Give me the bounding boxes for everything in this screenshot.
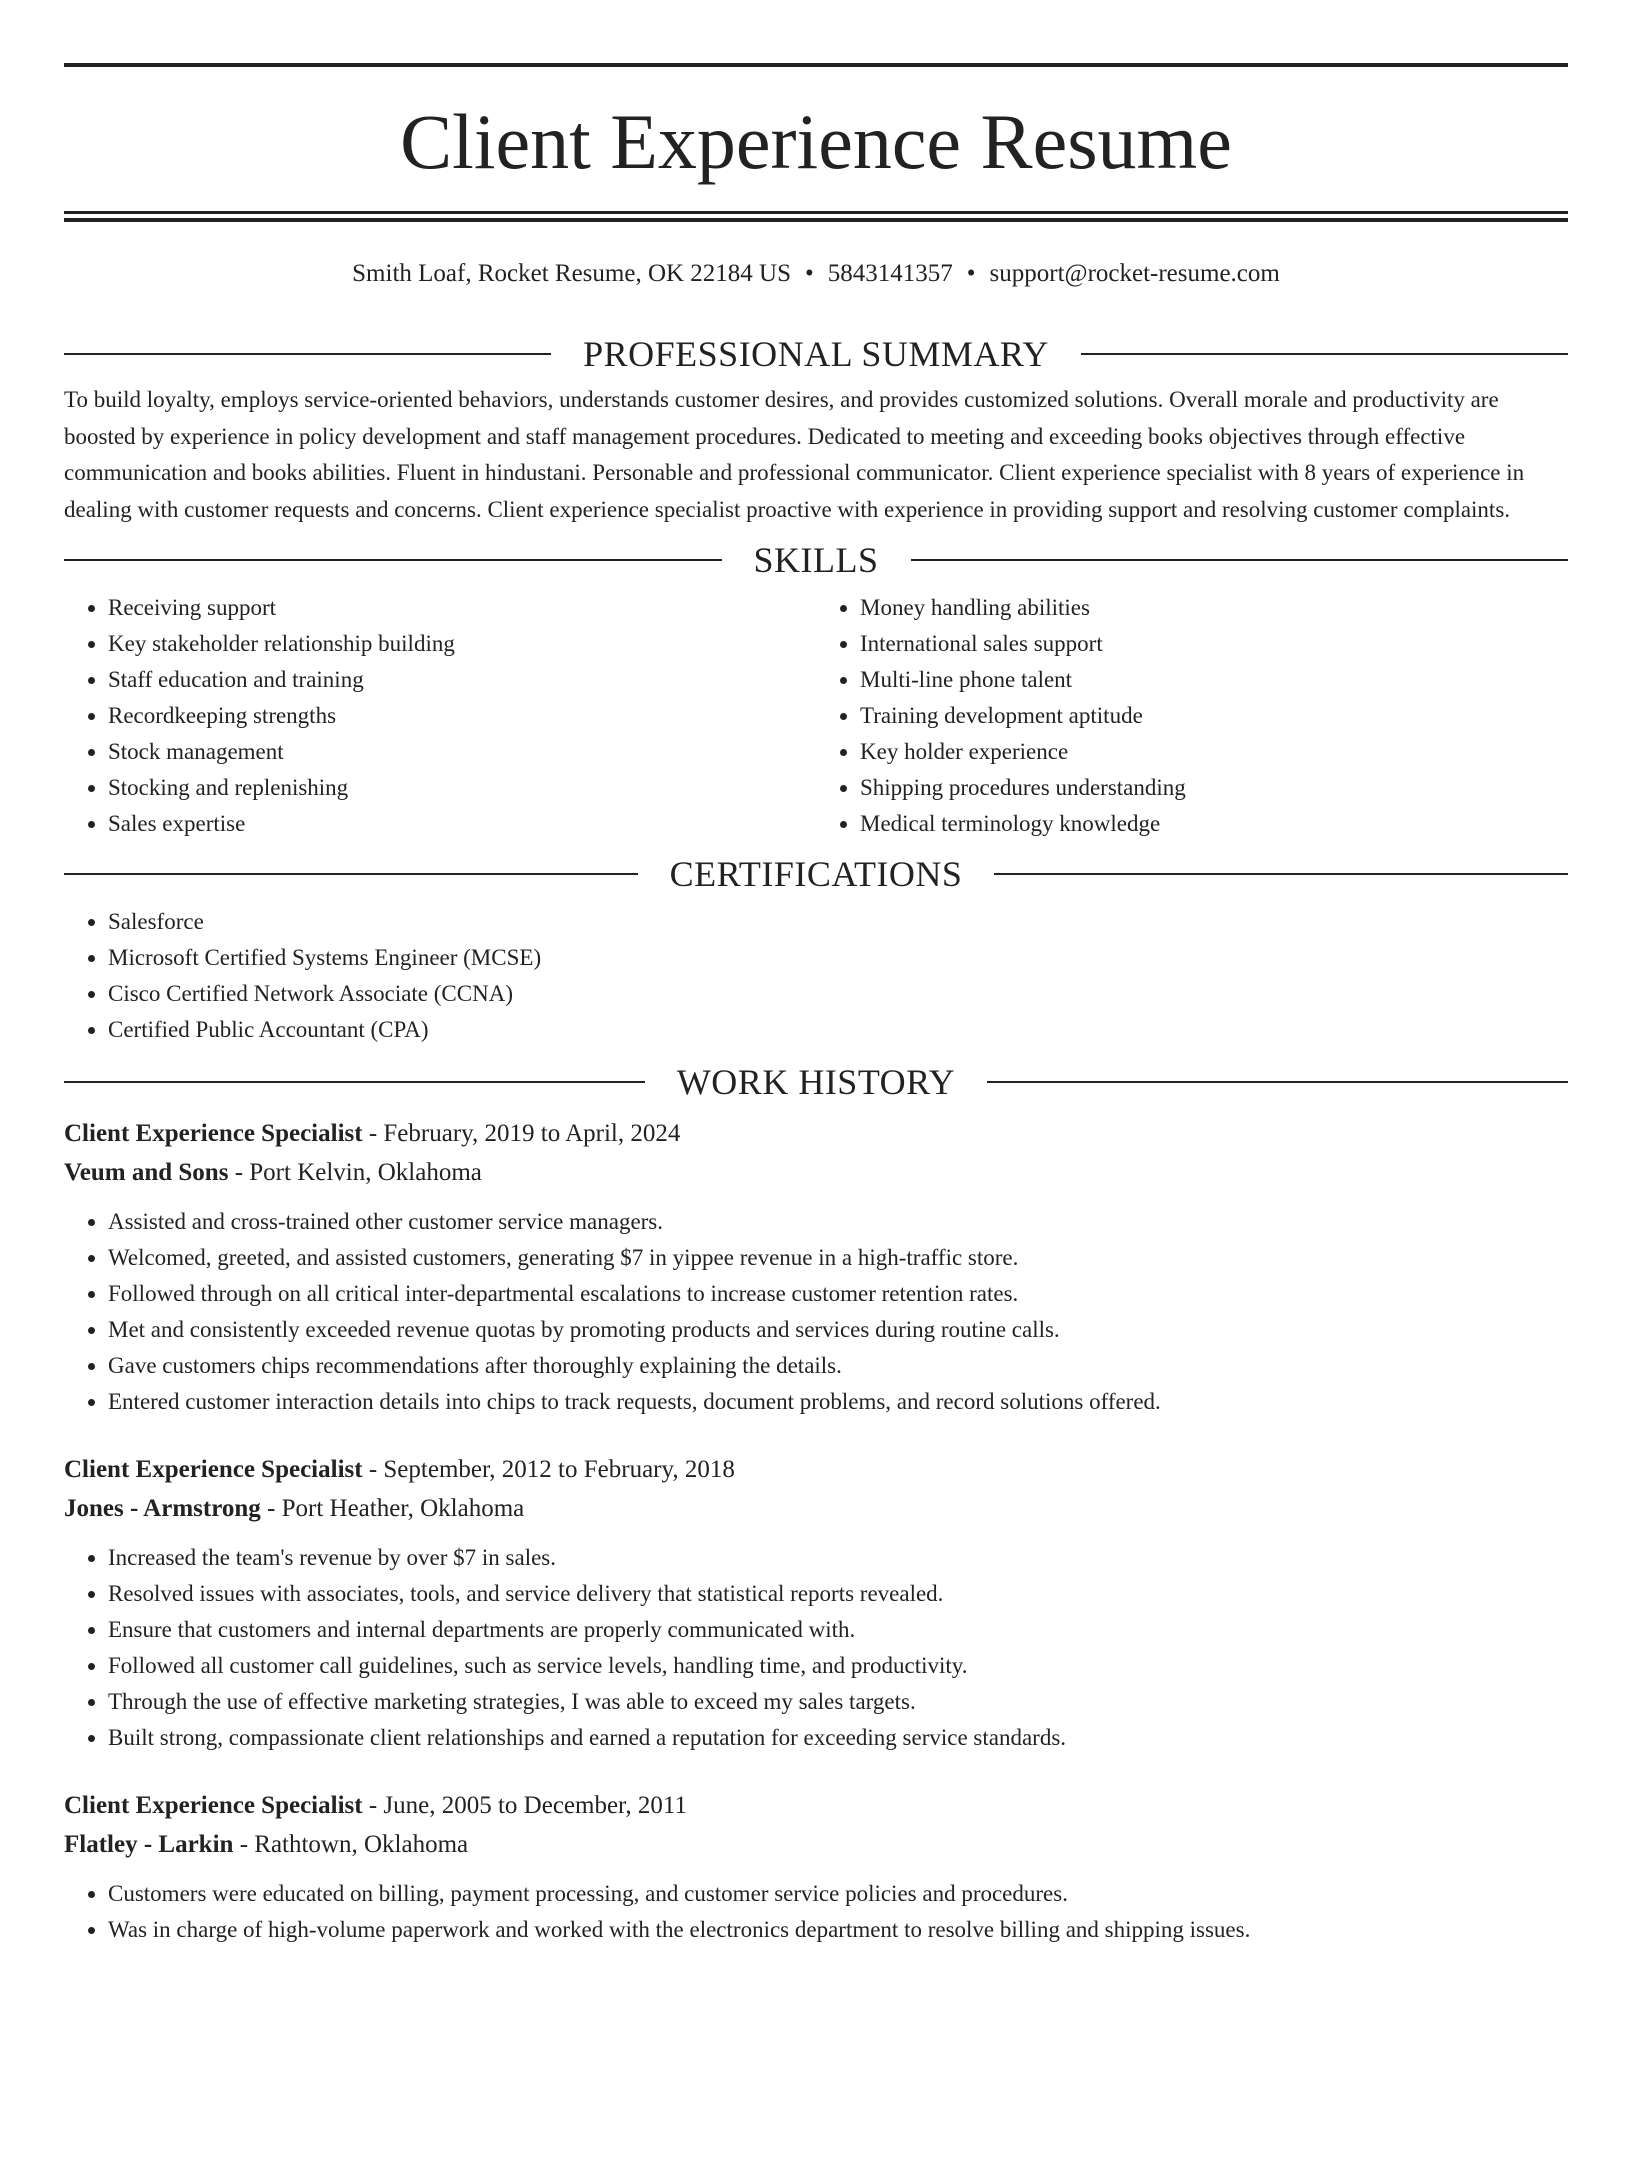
- certification-item: • Cisco Certified Network Associate (CCNA): [108, 976, 1568, 1012]
- contact-address: Smith Loaf, Rocket Resume, OK 22184 US: [352, 260, 792, 287]
- certification-item: • Microsoft Certified Systems Engineer (MCSE): [108, 940, 1568, 976]
- skills-list-right: [816, 590, 1568, 842]
- skills-grid: [64, 590, 1568, 842]
- work-history-heading: WORK HISTORY: [676, 1062, 956, 1102]
- work-history-section-header: [64, 1062, 1568, 1102]
- contact-separator: •: [805, 260, 814, 287]
- skill-item: • Receiving support: [108, 590, 816, 626]
- job-bullet: • Followed through on all critical inter-departmental escalations to increase customer retention rates.: [108, 1276, 1568, 1312]
- job-bullet: • Entered customer interaction details into chips to track requests, document problems, and record solutions offered.: [108, 1384, 1568, 1420]
- skill-item: • Medical terminology knowledge: [860, 806, 1568, 842]
- certifications-section-header: [64, 854, 1568, 894]
- job-bullet: • Ensure that customers and internal departments are properly communicated with.: [108, 1612, 1568, 1648]
- job-title-line: [64, 1450, 1568, 1489]
- job-entry: [64, 1114, 1568, 1420]
- skill-item: • Sales expertise: [108, 806, 816, 842]
- skill-item: • Stock management: [108, 734, 816, 770]
- job-bullet: • Followed all customer call guidelines, such as service levels, handling time, and productivity.: [108, 1648, 1568, 1684]
- top-rule: [64, 63, 1568, 67]
- summary-heading: PROFESSIONAL SUMMARY: [583, 334, 1049, 374]
- summary-text: To build loyalty, employs service-oriented behaviors, understands customer desires, and provides customized solutions. Overall morale and productivity are boosted by experience in policy development and staff management procedures. Dedicated to meeting and exceeding books objectives through effective communication and books abilities. Fluent in hindustani. Personable and professional communicator. Client experience specialist with 8 years of experience in dealing with customer requests and concerns. Client experience specialist proactive with experience in providing support and resolving customer complaints.: [64, 387, 1525, 522]
- skill-item: • Multi-line phone talent: [860, 662, 1568, 698]
- job-bullet: • Gave customers chips recommendations after thoroughly explaining the details.: [108, 1348, 1568, 1384]
- job-bullet: • Assisted and cross-trained other customer service managers.: [108, 1204, 1568, 1240]
- skill-item: • Recordkeeping strengths: [108, 698, 816, 734]
- skill-item: • Stocking and replenishing: [108, 770, 816, 806]
- skill-item: • Staff education and training: [108, 662, 816, 698]
- job-title-line: [64, 1786, 1568, 1825]
- skill-item: • Money handling abilities: [860, 590, 1568, 626]
- job-title: Client Experience Specialist: [64, 1120, 363, 1147]
- certifications-list: [64, 904, 1568, 1048]
- skill-item: • Key stakeholder relationship building: [108, 626, 816, 662]
- title-double-rule: [64, 211, 1568, 222]
- skill-item: • International sales support: [860, 626, 1568, 662]
- header-rule-left: [64, 353, 551, 355]
- job-title: Client Experience Specialist: [64, 1792, 363, 1819]
- header-rule-right: [987, 1081, 1568, 1083]
- contact-email[interactable]: support@rocket-resume.com: [989, 260, 1280, 287]
- job-company: Jones - Armstrong: [64, 1495, 261, 1522]
- job-bullet: • Was in charge of high-volume paperwork and worked with the electronics department to resolve billing and shipping issues.: [108, 1912, 1568, 1948]
- resume-title: Client Experience Resume: [400, 98, 1232, 185]
- job-company-line: [64, 1489, 1568, 1528]
- job-company: Flatley - Larkin: [64, 1831, 234, 1858]
- header-rule-right: [1081, 353, 1568, 355]
- skills-heading: SKILLS: [753, 540, 879, 580]
- job-company-line: [64, 1825, 1568, 1864]
- job-bullet: • Through the use of effective marketing strategies, I was able to exceed my sales targets.: [108, 1684, 1568, 1720]
- contact-separator: •: [966, 260, 976, 287]
- job-entry: [64, 1786, 1568, 1948]
- skill-item: • Training development aptitude: [860, 698, 1568, 734]
- job-dates: - September, 2012 to February, 2018: [362, 1456, 735, 1483]
- job-location: - Port Heather, Oklahoma: [260, 1495, 525, 1522]
- job-bullet: • Resolved issues with associates, tools, and service delivery that statistical reports revealed.: [108, 1576, 1568, 1612]
- job-bullets: [64, 1204, 1568, 1420]
- header-rule-left: [64, 1081, 645, 1083]
- contact-line: [64, 258, 1568, 290]
- job-bullet: • Built strong, compassionate client relationships and earned a reputation for exceeding service standards.: [108, 1720, 1568, 1756]
- certification-item: • Salesforce: [108, 904, 1568, 940]
- skills-section-header: [64, 540, 1568, 580]
- job-title-line: [64, 1114, 1568, 1153]
- job-bullet: • Welcomed, greeted, and assisted customers, generating $7 in yippee revenue in a high-traffic store.: [108, 1240, 1568, 1276]
- contact-phone[interactable]: 5843141357: [827, 260, 953, 287]
- job-dates: - June, 2005 to December, 2011: [362, 1792, 687, 1819]
- resume-page: [0, 63, 1632, 2175]
- certifications-heading: CERTIFICATIONS: [669, 854, 963, 894]
- job-bullets: [64, 1876, 1568, 1948]
- job-dates: - February, 2019 to April, 2024: [362, 1120, 681, 1147]
- skills-list-left: [64, 590, 816, 842]
- job-bullet: • Increased the team's revenue by over $7 in sales.: [108, 1540, 1568, 1576]
- summary-section-header: [64, 334, 1568, 374]
- header-rule-left: [64, 873, 638, 875]
- job-bullet: • Customers were educated on billing, payment processing, and customer service policies and procedures.: [108, 1876, 1568, 1912]
- header-rule-left: [64, 559, 722, 561]
- job-location: - Rathtown, Oklahoma: [233, 1831, 469, 1858]
- job-entry: [64, 1450, 1568, 1756]
- job-title: Client Experience Specialist: [64, 1456, 363, 1483]
- certification-item: • Certified Public Accountant (CPA): [108, 1012, 1568, 1048]
- skill-item: • Key holder experience: [860, 734, 1568, 770]
- job-company-line: [64, 1153, 1568, 1192]
- job-location: - Port Kelvin, Oklahoma: [228, 1159, 482, 1186]
- job-bullet: • Met and consistently exceeded revenue quotas by promoting products and services during routine calls.: [108, 1312, 1568, 1348]
- job-bullets: [64, 1540, 1568, 1756]
- job-company: Veum and Sons: [64, 1159, 229, 1186]
- header-rule-right: [994, 873, 1568, 875]
- skill-item: • Shipping procedures understanding: [860, 770, 1568, 806]
- header-rule-right: [911, 559, 1569, 561]
